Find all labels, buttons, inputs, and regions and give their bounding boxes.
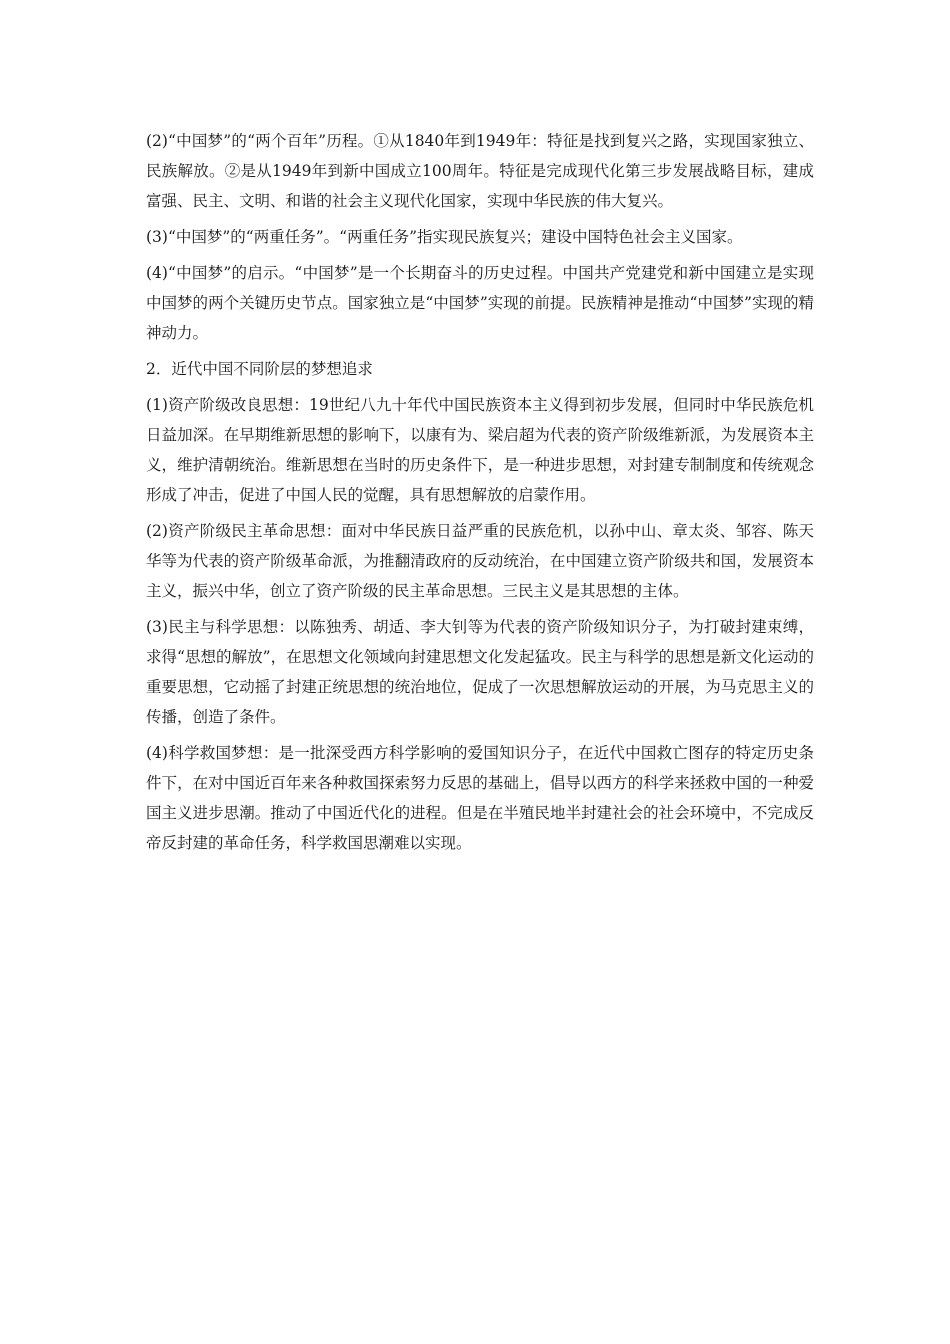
paragraph-reform-thought: (1)资产阶级改良思想：19世纪八九十年代中国民族资本主义得到初步发展，但同时中华民族危机日益加深。在早期维新思想的影响下，以康有为、梁启超为代表的资产阶级维新派，为发展资本主义，维护清朝统治。维新思想在当时的历史条件下，是一种进步思想，对封建专制制度和传统观念形成了冲击，促进了中国人民的觉醒，具有思想解放的启蒙作用。 (146, 396, 814, 504)
paragraph-revolution-thought: (2)资产阶级民主革命思想：面对中华民族日益严重的民族危机，以孙中山、章太炎、邹容、陈天华等为代表的资产阶级革命派，为推翻清政府的反动统治，在中国建立资产阶级共和国，发展资本主义，振兴中华，创立了资产阶级的民主革命思想。三民主义是其思想的主体。 (146, 522, 814, 600)
paragraph-dual-tasks: (3)“中国梦”的“两重任务”。“两重任务”指实现民族复兴；建设中国特色社会主义国家。 (146, 228, 743, 246)
document-body (146, 126, 814, 864)
section-heading: 2．近代中国不同阶层的梦想追求 (146, 360, 373, 378)
paragraph-two-centuries: (2)“中国梦”的“两个百年”历程。①从1840年到1949年：特征是找到复兴之路，实现国家独立、民族解放。②是从1949年到新中国成立100周年。特征是完成现代化第三步发展战略目标，建成富强、民主、文明、和谐的社会主义现代化国家，实现中华民族的伟大复兴。 (146, 132, 814, 210)
paragraph-inspiration: (4)“中国梦”的启示。“中国梦”是一个长期奋斗的历史过程。中国共产党建党和新中国建立是实现中国梦的两个关键历史节点。国家独立是“中国梦”实现的前提。民族精神是推动“中国梦”实现的精神动力。 (146, 264, 814, 342)
paragraph-science-saves-nation: (4)科学救国梦想：是一批深受西方科学影响的爱国知识分子，在近代中国救亡图存的特定历史条件下，在对中国近百年来各种救国探索努力反思的基础上，倡导以西方的科学来拯救中国的一种爱国主义进步思潮。推动了中国近代化的进程。但是在半殖民地半封建社会的社会环境中，不完成反帝反封建的革命任务，科学救国思潮难以实现。 (146, 744, 814, 852)
paragraph-democracy-science: (3)民主与科学思想：以陈独秀、胡适、李大钊等为代表的资产阶级知识分子，为打破封建束缚，求得“思想的解放”，在思想文化领域向封建思想文化发起猛攻。民主与科学的思想是新文化运动的重要思想，它动摇了封建正统思想的统治地位，促成了一次思想解放运动的开展，为马克思主义的传播，创造了条件。 (146, 618, 814, 726)
